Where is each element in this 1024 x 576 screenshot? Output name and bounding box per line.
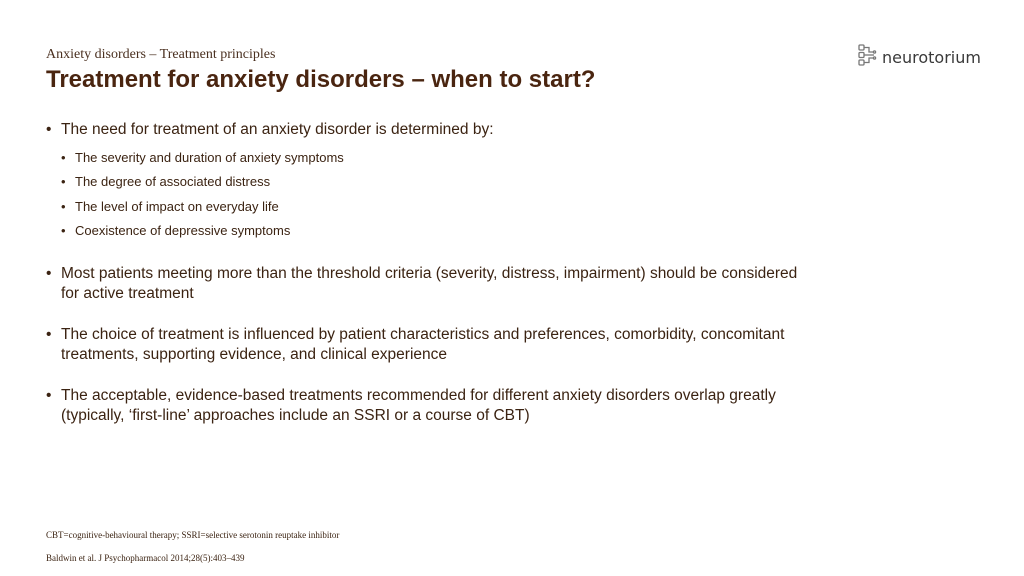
abbreviations-footnote: CBT=cognitive-behavioural therapy; SSRI=selective serotonin reuptake inhibitor: [46, 530, 340, 540]
sub-bullet-item: • The severity and duration of anxiety symptoms: [46, 146, 816, 171]
bullet-item: • The choice of treatment is influenced by patient characteristics and preferences, comorbidity, concomitant treatments, supporting evidence, and clinical experience: [46, 325, 816, 366]
bullet-list: [46, 120, 816, 427]
sub-bullet-item: • The degree of associated distress: [46, 170, 816, 195]
sub-bullet-list: [46, 146, 816, 244]
reference-footnote: Baldwin et al. J Psychopharmacol 2014;28(5):403–439: [46, 553, 245, 563]
bullet-item: • Most patients meeting more than the threshold criteria (severity, distress, impairment) should be considered for active treatment: [46, 264, 816, 305]
slide-title: Treatment for anxiety disorders – when to start?: [46, 66, 596, 93]
sub-bullet-item: • The level of impact on everyday life: [46, 195, 816, 220]
slide-subtitle: Anxiety disorders – Treatment principles: [46, 47, 276, 62]
bullet-item: • The acceptable, evidence-based treatments recommended for different anxiety disorders overlap greatly (typically, ‘first-line’ approaches include an SSRI or a course of CBT): [46, 386, 816, 427]
brain-circuit-icon: [857, 43, 877, 72]
sub-bullet-item: • Coexistence of depressive symptoms: [46, 219, 816, 244]
logo-text: neurotorium: [882, 48, 981, 67]
neurotorium-logo: [857, 43, 981, 72]
bullet-item: • The need for treatment of an anxiety disorder is determined by:: [46, 120, 816, 141]
